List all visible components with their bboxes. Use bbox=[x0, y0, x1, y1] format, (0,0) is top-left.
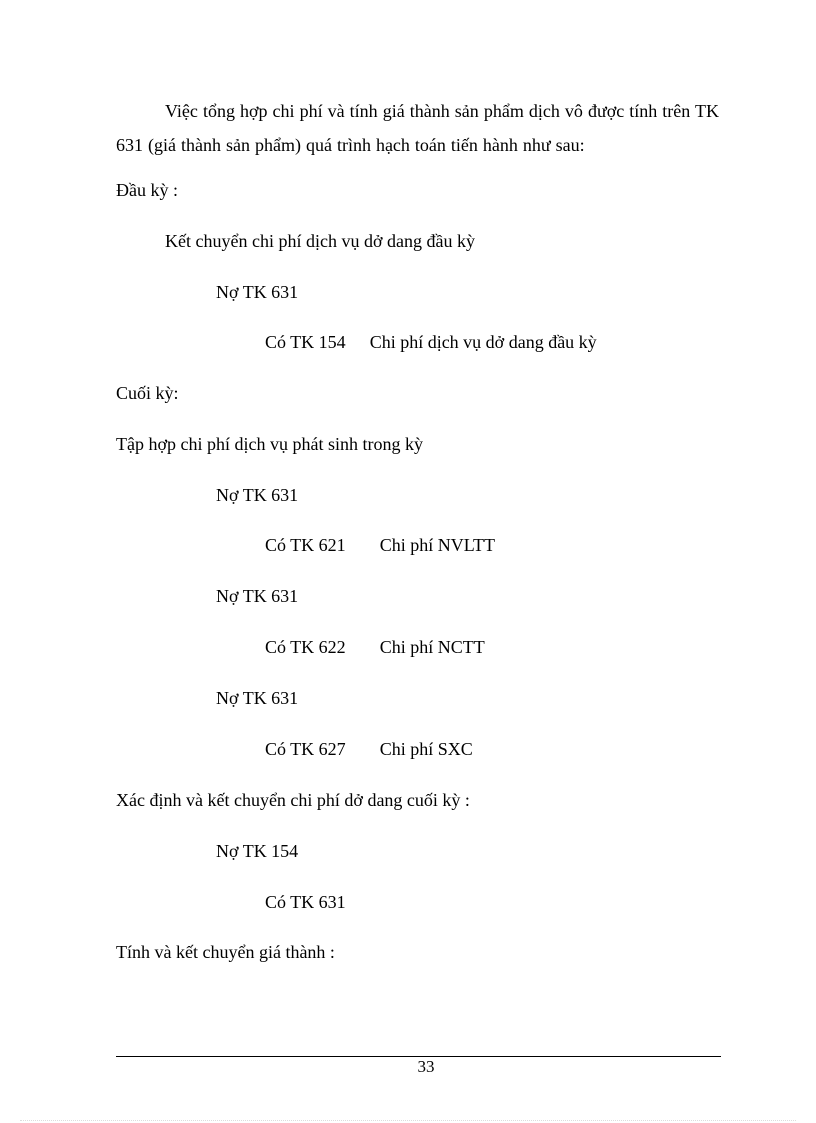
wip-title: Xác định và kết chuyển chi phí dở dang cuối kỳ : bbox=[116, 790, 470, 810]
page-edge-dotted-line bbox=[20, 1120, 796, 1121]
wip-debit-entry: Nợ TK 154 bbox=[216, 841, 299, 861]
wip-credit-entry: Có TK 631 bbox=[265, 892, 346, 912]
entry-3-credit: Có TK 627 bbox=[265, 739, 346, 759]
collect-title: Tập hợp chi phí dịch vụ phát sinh trong kỳ bbox=[116, 434, 423, 454]
entry-1-credit: Có TK 621 bbox=[265, 535, 346, 555]
entry-2-credit: Có TK 622 bbox=[265, 637, 346, 657]
entry-1-description: Chi phí NVLTT bbox=[379, 535, 496, 555]
page-number: 33 bbox=[417, 1057, 435, 1076]
entry-2-credit-row bbox=[265, 636, 485, 658]
end-heading: Cuối kỳ: bbox=[116, 383, 179, 403]
beginning-step-title: Kết chuyển chi phí dịch vụ dở dang đầu kỳ bbox=[165, 231, 475, 251]
entry-3-debit: Nợ TK 631 bbox=[216, 688, 299, 708]
entry-3-description: Chi phí SXC bbox=[379, 739, 473, 759]
entry-2-description: Chi phí NCTT bbox=[379, 637, 485, 657]
beginning-heading: Đầu kỳ : bbox=[116, 180, 178, 200]
beginning-credit-entry: Có TK 154 bbox=[265, 332, 346, 352]
beginning-credit-description: Chi phí dịch vụ dở dang đầu kỳ bbox=[369, 332, 597, 352]
entry-1-credit-row bbox=[265, 534, 495, 556]
beginning-credit-row bbox=[265, 331, 597, 353]
beginning-debit-entry: Nợ TK 631 bbox=[216, 282, 299, 302]
intro-paragraph: Việc tổng hợp chi phí và tính giá thành sản phẩm dịch vô được tính trên TK 631 (giá thành sản phẩm) quá trình hạch toán tiến hành như sau: bbox=[116, 101, 719, 155]
entry-3-credit-row bbox=[265, 738, 473, 760]
entry-2-debit: Nợ TK 631 bbox=[216, 586, 299, 606]
cost-title: Tính và kết chuyển giá thành : bbox=[116, 942, 335, 962]
entry-1-debit: Nợ TK 631 bbox=[216, 485, 299, 505]
